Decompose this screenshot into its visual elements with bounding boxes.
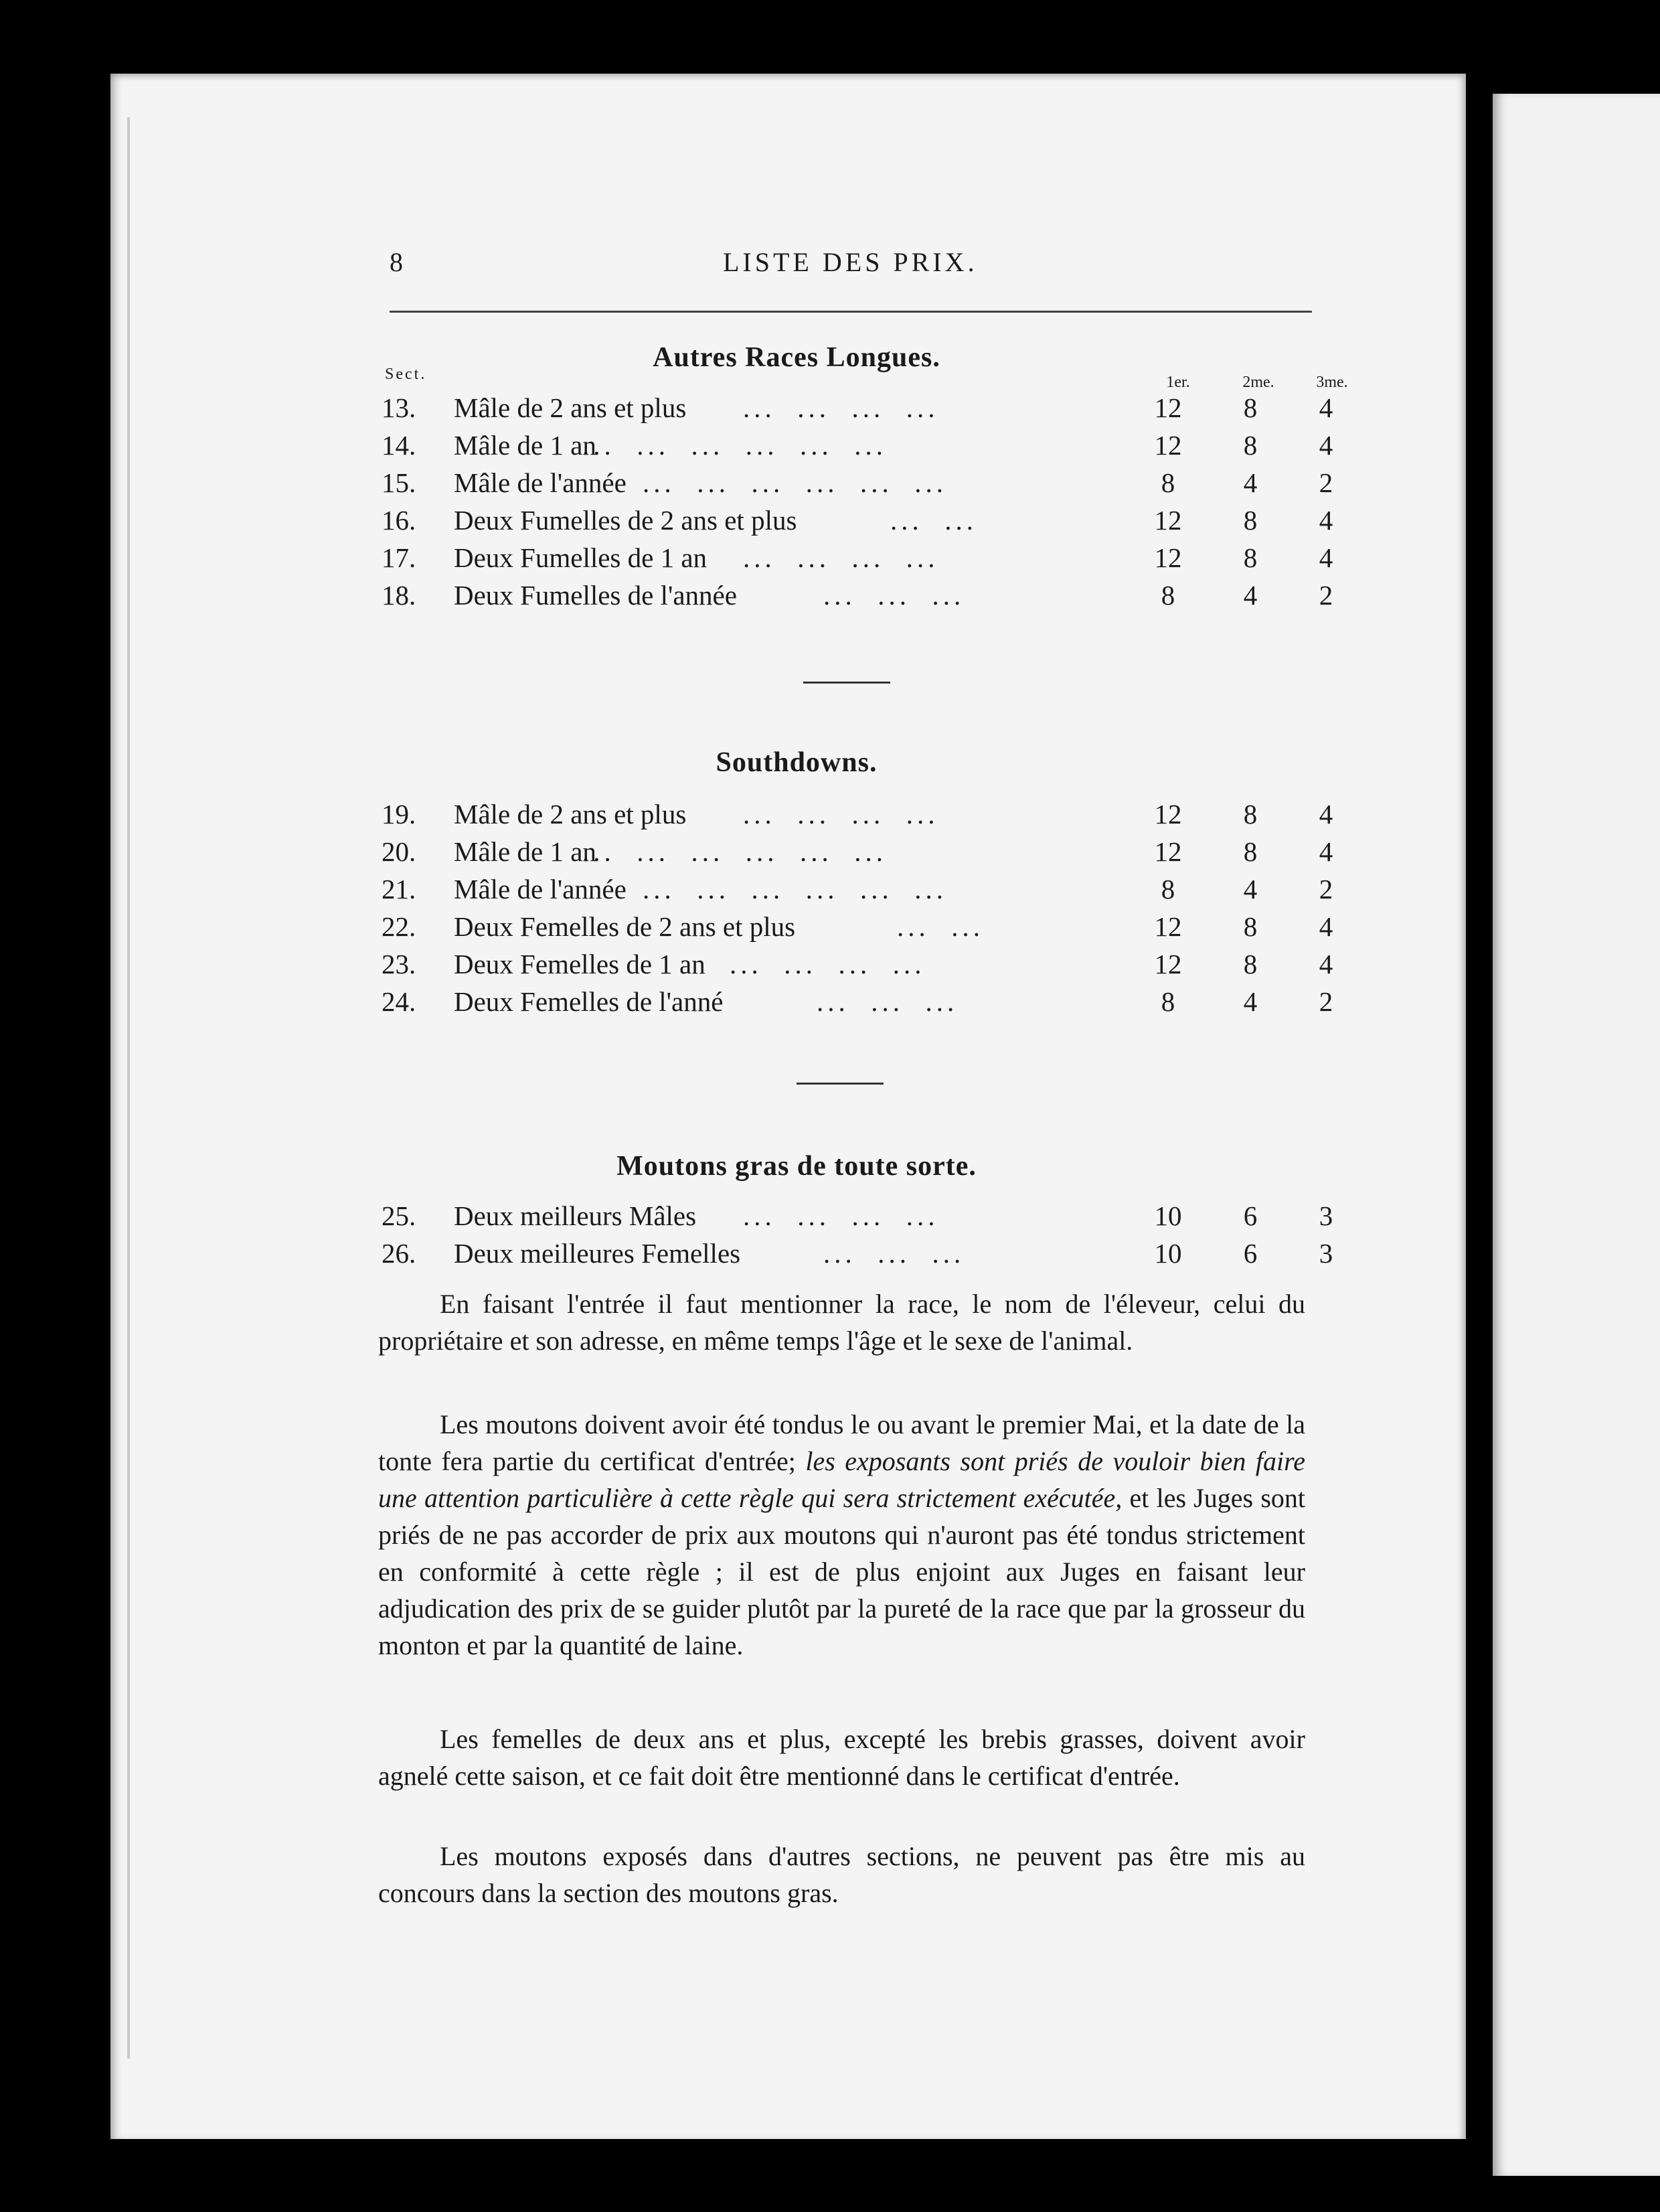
third-prize: 4 <box>1319 392 1333 423</box>
entry-label: Deux Femelles de 2 ans et plus <box>454 911 796 942</box>
first-prize: 12 <box>1154 799 1182 830</box>
second-prize: 8 <box>1243 505 1258 536</box>
page-edge <box>127 117 130 2059</box>
dot-leader: ... ... ... <box>823 580 965 611</box>
third-prize: 4 <box>1319 836 1333 867</box>
first-prize: 12 <box>1154 430 1182 461</box>
adjacent-page <box>1493 94 1660 2176</box>
section-number: 18. <box>382 580 416 611</box>
paragraph-other-sections: Les moutons exposés dans d'autres sections, ne peuvent pas être mis au concours dans la section des moutons gras. <box>378 1841 1305 1908</box>
second-prize: 8 <box>1243 949 1258 979</box>
second-prize-header: 2me. <box>1242 374 1274 391</box>
first-prize: 12 <box>1154 949 1182 979</box>
dot-leader: ... ... ... ... <box>743 1200 939 1231</box>
dot-leader: ... ... ... ... <box>743 392 939 423</box>
dot-leader: ... ... ... ... <box>743 799 939 830</box>
entry-label: Mâle de 2 ans et plus <box>454 799 687 830</box>
section-number: 25. <box>382 1200 416 1231</box>
first-prize: 12 <box>1154 505 1182 536</box>
table-row <box>382 836 1333 873</box>
third-prize: 4 <box>1319 505 1333 536</box>
table-row <box>382 542 1333 579</box>
dot-leader: ... ... ... ... ... ... <box>643 467 947 498</box>
page-number: 8 <box>390 247 403 277</box>
table-row <box>382 911 1333 948</box>
sect-column-label: Sect. <box>385 366 427 383</box>
first-prize: 12 <box>1154 911 1182 942</box>
dot-leader: ... ... ... ... <box>730 949 926 979</box>
dot-leader: ... ... ... ... ... ... <box>582 836 887 867</box>
first-prize-header: 1er. <box>1166 374 1190 391</box>
section-number: 17. <box>382 542 416 573</box>
first-prize: 10 <box>1154 1200 1182 1231</box>
third-prize: 4 <box>1319 911 1333 942</box>
third-prize: 2 <box>1319 874 1333 904</box>
dot-leader: ... ... ... <box>817 986 959 1017</box>
table-row <box>382 985 1333 1023</box>
section-number: 14. <box>382 430 416 461</box>
paragraph-italic-text: les exposants sont priés de vouloir bien faire une attention particulière à cette règle qui sera strictement exécutée, <box>378 1446 1305 1513</box>
section-divider <box>797 1083 884 1085</box>
table-row <box>382 948 1333 985</box>
first-prize: 12 <box>1154 542 1182 573</box>
entry-label: Deux Fumelles de 2 ans et plus <box>454 505 797 536</box>
paragraph-shearing-rule <box>378 1406 1305 1664</box>
third-prize: 3 <box>1319 1238 1333 1269</box>
second-prize: 8 <box>1243 392 1258 423</box>
section-number: 19. <box>382 799 416 830</box>
dot-leader: ... ... <box>890 505 977 536</box>
second-prize: 8 <box>1243 542 1258 573</box>
table-row <box>382 1200 1333 1237</box>
entry-label: Mâle de 2 ans et plus <box>454 392 687 423</box>
second-prize: 4 <box>1243 986 1258 1017</box>
dot-leader: ... ... <box>897 911 984 942</box>
third-prize: 4 <box>1319 430 1333 461</box>
entry-label: Mâle de 1 an <box>454 430 596 461</box>
section-title: Moutons gras de toute sorte. <box>616 1151 977 1182</box>
third-prize: 2 <box>1319 580 1333 611</box>
third-prize: 3 <box>1319 1200 1333 1231</box>
header-rule <box>390 311 1312 313</box>
section-number: 21. <box>382 874 416 904</box>
second-prize: 8 <box>1243 836 1258 867</box>
entry-label: Mâle de 1 an <box>454 836 596 867</box>
table-row <box>382 579 1333 617</box>
second-prize: 4 <box>1243 874 1258 904</box>
first-prize: 8 <box>1161 580 1175 611</box>
table-row <box>382 798 1333 836</box>
first-prize: 10 <box>1154 1238 1182 1269</box>
second-prize: 4 <box>1243 467 1258 498</box>
section-number: 20. <box>382 836 416 867</box>
entry-label: Deux Fumelles de 1 an <box>454 542 708 573</box>
table-row <box>382 392 1333 429</box>
second-prize: 6 <box>1243 1200 1258 1231</box>
dot-leader: ... ... ... <box>823 1238 965 1269</box>
entry-label: Mâle de l'année <box>454 467 627 498</box>
section-title: Southdowns. <box>716 747 878 778</box>
first-prize: 8 <box>1161 874 1175 904</box>
table-row <box>382 429 1333 467</box>
first-prize: 8 <box>1161 467 1175 498</box>
third-prize: 4 <box>1319 949 1333 979</box>
third-prize-header: 3me. <box>1316 374 1348 391</box>
table-row <box>382 467 1333 504</box>
entry-label: Deux meilleures Femelles <box>454 1238 741 1269</box>
section-number: 16. <box>382 505 416 536</box>
first-prize: 8 <box>1161 986 1175 1017</box>
entry-label: Deux Fumelles de l'année <box>454 580 737 611</box>
running-title: LISTE DES PRIX. <box>723 247 978 277</box>
paragraph-text: et les Juges sont priés de ne pas accorder de prix aux moutons qui n'auront pas été tondus strictement en conformité à cette règle ; il est de plus enjoint aux Juges en faisant leur adjudication des prix de se guider plutôt par la pureté de la race que par la grosseur du monton et par la quantité de laine. <box>378 1483 1306 1660</box>
entry-label: Deux meilleurs Mâles <box>454 1200 697 1231</box>
table-row <box>382 504 1333 542</box>
second-prize: 8 <box>1243 911 1258 942</box>
table-row <box>382 873 1333 911</box>
entry-label: Mâle de l'année <box>454 874 627 904</box>
dot-leader: ... ... ... ... <box>743 542 939 573</box>
entry-label: Deux Femelles de l'anné <box>454 986 724 1017</box>
third-prize: 2 <box>1319 467 1333 498</box>
second-prize: 8 <box>1243 799 1258 830</box>
section-number: 13. <box>382 392 416 423</box>
first-prize: 12 <box>1154 392 1182 423</box>
second-prize: 8 <box>1243 430 1258 461</box>
third-prize: 2 <box>1319 986 1333 1017</box>
second-prize: 4 <box>1243 580 1258 611</box>
running-header <box>281 246 1312 287</box>
section-title: Autres Races Longues. <box>653 342 940 373</box>
section-number: 26. <box>382 1238 416 1269</box>
section-number: 24. <box>382 986 416 1017</box>
section-divider <box>803 682 890 684</box>
dot-leader: ... ... ... ... ... ... <box>643 874 947 904</box>
section-number: 23. <box>382 949 416 979</box>
table-row <box>382 1237 1333 1275</box>
third-prize: 4 <box>1319 799 1333 830</box>
section-number: 15. <box>382 467 416 498</box>
third-prize: 4 <box>1319 542 1333 573</box>
paragraph-entry-info: En faisant l'entrée il faut mentionner la race, le nom de l'éleveur, celui du propriétaire et son adresse, en même temps l'âge et le sexe de l'animal. <box>378 1289 1305 1356</box>
second-prize: 6 <box>1243 1238 1258 1269</box>
section-number: 22. <box>382 911 416 942</box>
entry-label: Deux Femelles de 1 an <box>454 949 706 979</box>
paragraph-text: Les moutons doivent avoir été tondus le ou avant le premier Mai, et la date de la tonte fera partie du certificat d'entrée; <box>378 1409 1305 1476</box>
paragraph-females-rule: Les femelles de deux ans et plus, excepté les brebis grasses, doivent avoir agnelé cette saison, et ce fait doit être mentionné dans le certificat d'entrée. <box>378 1724 1305 1791</box>
first-prize: 12 <box>1154 836 1182 867</box>
dot-leader: ... ... ... ... ... ... <box>582 430 887 461</box>
